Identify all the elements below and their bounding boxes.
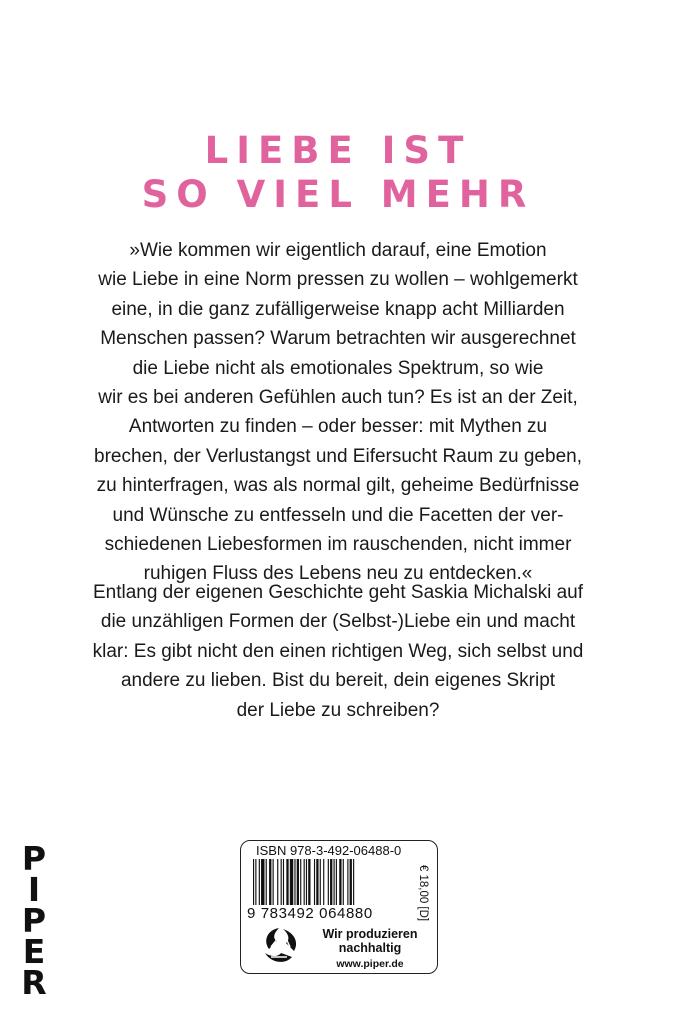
barcode-bar bbox=[266, 859, 267, 905]
barcode-bar bbox=[277, 859, 278, 905]
quote-line: eine, in die ganz zufälligerweise knapp acht Milliarden bbox=[111, 298, 565, 320]
description-paragraph bbox=[0, 578, 676, 725]
publisher-url: www.piper.de bbox=[336, 958, 404, 970]
headline-line-1: LIEBE IST bbox=[204, 129, 472, 172]
barcode-bar bbox=[283, 859, 284, 905]
description-line: Entlang der eigenen Geschichte geht Saskia Michalski auf bbox=[92, 582, 584, 603]
barcode-bar bbox=[343, 859, 344, 905]
barcode-bar bbox=[328, 859, 329, 905]
quote-line: Antworten zu finden – oder besser: mit Mythen zu bbox=[128, 416, 548, 438]
publisher-letter: R bbox=[21, 963, 47, 1002]
barcode-bar bbox=[334, 859, 335, 905]
eco-line-2: nachhaltig bbox=[338, 941, 402, 955]
barcode-bar bbox=[255, 859, 256, 905]
barcode-bar bbox=[297, 859, 299, 905]
barcode-bar bbox=[294, 859, 295, 905]
quote-line: wir es bei anderen Gefühlen auch tun? Es ist an der Zeit, bbox=[98, 387, 578, 409]
headline-line-2: SO VIEL MEHR bbox=[141, 173, 535, 216]
publisher-letter: P bbox=[21, 839, 47, 878]
barcode-bar bbox=[306, 859, 307, 905]
barcode-label bbox=[240, 840, 438, 974]
barcode-bar bbox=[253, 859, 254, 905]
description-line: der Liebe zu schreiben? bbox=[236, 699, 440, 721]
barcode-bar bbox=[281, 859, 282, 905]
quote-line: wie Liebe in eine Norm pressen zu wollen – wohlgemerkt bbox=[98, 269, 578, 291]
publisher-letter: P bbox=[21, 901, 47, 940]
quote-line: die Liebe nicht als emotionales Spektrum, so wie bbox=[132, 357, 544, 379]
barcode-bar bbox=[259, 859, 260, 905]
isbn-text: ISBN 978-3-492-06488-0 bbox=[256, 843, 402, 858]
barcode-bar bbox=[316, 859, 318, 905]
price-text: € 18,00 [D] bbox=[417, 864, 429, 922]
barcode-bar bbox=[269, 859, 271, 905]
barcode-bar bbox=[339, 859, 341, 905]
quote-line: brechen, der Verlustangst und Eifersucht Raum zu geben, bbox=[94, 445, 582, 467]
publisher-letter: E bbox=[22, 932, 46, 971]
description-line: klar: Es gibt nicht den einen richtigen Weg, sich selbst und bbox=[92, 640, 584, 662]
barcode-bar bbox=[350, 859, 352, 905]
recycle-leaves-icon bbox=[259, 925, 303, 967]
barcode-bar bbox=[261, 859, 264, 905]
price-box bbox=[413, 863, 433, 923]
barcode-bar bbox=[336, 859, 337, 905]
barcode-bar bbox=[320, 859, 321, 905]
eco-message bbox=[311, 927, 429, 971]
quote-line: Menschen passen? Warum betrachten wir ausgerechnet bbox=[100, 328, 576, 350]
barcode-bar bbox=[300, 859, 301, 905]
quote-line: »Wie kommen wir eigentlich darauf, eine Emotion bbox=[129, 240, 547, 261]
quote-line: ruhigen Fluss des Lebens neu zu entdecken.« bbox=[143, 563, 533, 585]
barcode bbox=[253, 859, 413, 905]
barcode-bar bbox=[323, 859, 324, 905]
publisher-letter: I bbox=[27, 870, 41, 909]
ean-digits: 9 783492 064880 bbox=[247, 905, 373, 922]
barcode-bar bbox=[353, 859, 354, 905]
publisher-logo bbox=[14, 839, 54, 1002]
barcode-bar bbox=[308, 859, 310, 905]
quote-line: und Wünsche zu entfesseln und die Facetten der ver- bbox=[112, 504, 564, 526]
barcode-bar bbox=[347, 859, 348, 905]
description-line: andere zu lieben. Bist du bereit, dein eigenes Skript bbox=[120, 670, 556, 692]
quote-paragraph bbox=[0, 236, 676, 589]
barcode-bar bbox=[304, 859, 305, 905]
quote-line: schiedenen Liebesformen im rauschenden, nicht immer bbox=[104, 534, 572, 556]
barcode-bar bbox=[314, 859, 315, 905]
quote-line: zu hinterfragen, was als normal gilt, geheime Bedürfnisse bbox=[96, 475, 580, 497]
eco-line-1: Wir produzieren bbox=[322, 927, 418, 941]
barcode-bar bbox=[290, 859, 293, 905]
description-line: die unzähligen Formen der (Selbst-)Liebe ein und macht bbox=[100, 611, 576, 633]
barcode-bar bbox=[286, 859, 288, 905]
barcode-bar bbox=[330, 859, 332, 905]
barcode-bar bbox=[273, 859, 274, 905]
